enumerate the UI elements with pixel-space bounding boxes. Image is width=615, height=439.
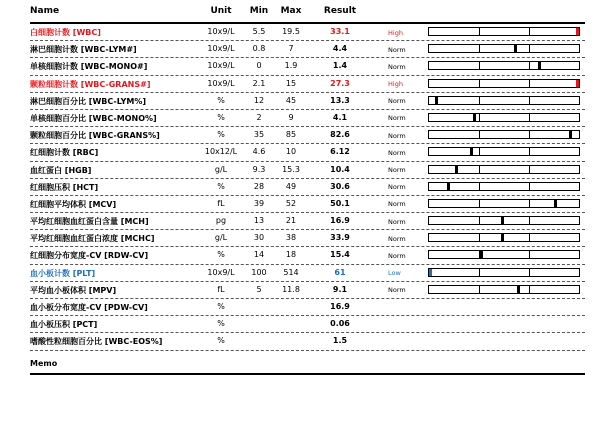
test-result: 33.1 xyxy=(330,27,350,36)
test-min: 5.5 xyxy=(252,27,266,36)
test-unit: g/L xyxy=(214,233,228,243)
test-name: 平均红细胞血红蛋白含量 [MCH] xyxy=(30,217,149,227)
test-name: 淋巴细胞百分比 [WBC-LYM%] xyxy=(30,96,147,106)
test-max: 21 xyxy=(285,216,297,226)
test-max: 7 xyxy=(288,44,294,54)
test-flag: Norm xyxy=(388,97,406,106)
range-bound-tick xyxy=(529,28,530,35)
table-row xyxy=(30,230,585,247)
result-marker xyxy=(447,183,450,190)
table-row xyxy=(30,144,585,161)
range-bound-tick xyxy=(479,131,480,138)
range-bound-tick xyxy=(529,62,530,69)
test-max: 85 xyxy=(285,130,297,140)
result-marker xyxy=(501,234,504,241)
test-flag: Norm xyxy=(388,251,406,260)
test-max: 514 xyxy=(283,267,299,277)
test-result: 16.9 xyxy=(330,216,350,226)
test-name: 平均血小板体积 [MPV] xyxy=(30,285,117,295)
range-bound-tick xyxy=(479,45,480,52)
result-marker xyxy=(473,114,476,121)
test-max: 49 xyxy=(285,181,297,191)
range-bound-tick xyxy=(529,97,530,104)
test-name: 红细胞计数 [RBC] xyxy=(30,148,99,158)
table-header xyxy=(30,0,585,24)
range-bound-tick xyxy=(529,183,530,190)
test-name: 血小板分布宽度-CV [PDW-CV] xyxy=(30,303,148,312)
range-indicator-bar xyxy=(428,27,580,36)
range-indicator-bar xyxy=(428,250,580,259)
test-unit: % xyxy=(217,181,225,191)
test-flag: Norm xyxy=(388,217,406,226)
table-row xyxy=(30,41,585,58)
table-row xyxy=(30,282,585,299)
test-result: 6.12 xyxy=(330,147,350,157)
test-min: 0 xyxy=(256,61,262,71)
test-name: 红细胞分布宽度-CV [RDW-CV] xyxy=(30,251,149,261)
test-min: 12 xyxy=(253,95,265,105)
result-marker xyxy=(429,269,432,276)
test-result: 50.1 xyxy=(330,198,350,208)
test-min: 4.6 xyxy=(252,147,266,157)
range-indicator-bar xyxy=(428,165,580,174)
test-result: 4.4 xyxy=(332,44,348,54)
table-row xyxy=(30,196,585,213)
test-max: 38 xyxy=(285,233,297,243)
test-name: 淋巴细胞计数 [WBC-LYM#] xyxy=(30,45,137,55)
test-unit: % xyxy=(217,250,225,260)
range-indicator-bar xyxy=(428,113,580,122)
test-flag: Norm xyxy=(388,234,406,243)
test-unit: % xyxy=(217,95,225,105)
test-unit: 10x12/L xyxy=(204,147,238,157)
test-max: 18 xyxy=(285,250,297,260)
range-bound-tick xyxy=(479,286,480,293)
range-indicator-bar xyxy=(428,216,580,225)
range-bound-tick xyxy=(529,114,530,121)
test-result: 1.5 xyxy=(332,336,348,346)
test-max: 1.9 xyxy=(284,61,298,71)
test-name: 白细胞计数 [WBC] xyxy=(30,28,101,37)
test-min: 30 xyxy=(253,233,265,243)
range-bound-tick xyxy=(479,80,480,87)
test-max: 9 xyxy=(288,112,294,122)
test-name: 单核细胞百分比 [WBC-MONO%] xyxy=(30,113,157,123)
test-name: 颗粒细胞百分比 [WBC-GRANS%] xyxy=(30,131,160,141)
test-result: 9.1 xyxy=(332,284,348,294)
table-row xyxy=(30,265,585,282)
test-max: 15.3 xyxy=(282,164,300,174)
test-unit: 10x9/L xyxy=(207,267,235,277)
test-unit: 10x9/L xyxy=(207,27,235,36)
result-marker xyxy=(538,62,541,69)
range-bound-tick xyxy=(529,131,530,138)
range-bound-tick xyxy=(479,62,480,69)
test-max: 52 xyxy=(285,198,297,208)
test-unit: 10x9/L xyxy=(207,44,235,54)
range-bound-tick xyxy=(529,234,530,241)
test-min: 35 xyxy=(253,130,265,140)
test-unit: % xyxy=(217,336,225,346)
test-flag: Norm xyxy=(388,183,406,192)
header-min: Min xyxy=(249,6,269,16)
test-flag: Norm xyxy=(388,131,406,140)
test-result: 27.3 xyxy=(330,78,350,88)
test-name: 红细胞平均体积 [MCV] xyxy=(30,199,117,209)
test-result: 82.6 xyxy=(330,130,350,140)
table-row xyxy=(30,247,585,264)
range-bound-tick xyxy=(479,166,480,173)
memo-section xyxy=(30,351,585,375)
range-indicator-bar xyxy=(428,147,580,156)
range-bound-tick xyxy=(529,286,530,293)
range-indicator-bar xyxy=(428,233,580,242)
test-result: 33.9 xyxy=(330,233,350,243)
range-bound-tick xyxy=(479,234,480,241)
test-name: 颗粒细胞计数 [WBC-GRANS#] xyxy=(30,79,151,89)
table-row xyxy=(30,162,585,179)
test-result: 16.9 xyxy=(330,302,350,311)
test-flag: Norm xyxy=(388,114,406,123)
test-min: 13 xyxy=(253,216,265,226)
result-marker xyxy=(480,251,483,258)
table-row xyxy=(30,24,585,41)
range-indicator-bar xyxy=(428,130,580,139)
test-flag: Norm xyxy=(388,286,406,295)
range-indicator-bar xyxy=(428,285,580,294)
range-bound-tick xyxy=(479,269,480,276)
test-min: 100 xyxy=(251,267,267,277)
test-unit: % xyxy=(217,302,225,311)
table-row xyxy=(30,333,585,350)
table-row xyxy=(30,93,585,110)
test-min: 9.3 xyxy=(252,164,266,174)
test-flag: High xyxy=(388,80,403,89)
table-row xyxy=(30,316,585,333)
test-unit: % xyxy=(217,130,225,140)
test-flag: Norm xyxy=(388,45,406,54)
header-name: Name xyxy=(30,6,60,16)
range-bound-tick xyxy=(529,251,530,258)
test-unit: 10x9/L xyxy=(207,61,235,71)
range-bound-tick xyxy=(529,217,530,224)
table-row xyxy=(30,110,585,127)
test-max: 10 xyxy=(285,147,297,157)
range-bound-tick xyxy=(529,80,530,87)
range-bound-tick xyxy=(529,148,530,155)
test-flag: Low xyxy=(388,269,401,278)
result-marker xyxy=(576,28,579,35)
test-unit: fL xyxy=(217,198,225,208)
test-result: 13.3 xyxy=(330,95,350,105)
header-unit: Unit xyxy=(210,6,232,16)
test-min: 2 xyxy=(256,112,262,122)
test-unit: pg xyxy=(215,216,227,226)
test-unit: % xyxy=(217,319,225,329)
test-unit: fL xyxy=(217,284,225,294)
result-marker xyxy=(554,200,557,207)
range-indicator-bar xyxy=(428,268,580,277)
result-marker xyxy=(576,80,579,87)
test-name: 嗜酸性粒细胞百分比 [WBC-EOS%] xyxy=(30,337,163,347)
test-max: 11.8 xyxy=(282,284,300,294)
result-marker xyxy=(470,148,473,155)
test-max: 45 xyxy=(285,95,297,105)
range-indicator-bar xyxy=(428,44,580,53)
test-max: 15 xyxy=(285,78,297,88)
test-unit: g/L xyxy=(214,164,228,174)
range-bound-tick xyxy=(479,114,480,121)
test-min: 2.1 xyxy=(252,78,266,88)
range-bound-tick xyxy=(479,183,480,190)
test-min: 14 xyxy=(253,250,265,260)
result-marker xyxy=(514,45,517,52)
range-bound-tick xyxy=(529,45,530,52)
range-indicator-bar xyxy=(428,182,580,191)
table-row xyxy=(30,299,585,316)
table-row xyxy=(30,127,585,144)
test-result: 0.06 xyxy=(330,319,350,329)
range-bound-tick xyxy=(529,269,530,276)
test-flag: High xyxy=(388,28,403,37)
range-bound-tick xyxy=(479,28,480,35)
test-name: 血小板压积 [PCT] xyxy=(30,320,98,330)
range-bound-tick xyxy=(479,200,480,207)
test-flag: Norm xyxy=(388,200,406,209)
table-body xyxy=(30,24,585,351)
test-result: 4.1 xyxy=(332,112,348,122)
header-max: Max xyxy=(280,6,302,16)
test-flag: Norm xyxy=(388,148,406,157)
lab-report xyxy=(30,0,585,375)
range-bound-tick xyxy=(529,200,530,207)
test-name: 单核细胞计数 [WBC-MONO#] xyxy=(30,62,148,72)
range-indicator-bar xyxy=(428,79,580,88)
table-row xyxy=(30,58,585,75)
range-bound-tick xyxy=(479,217,480,224)
result-marker xyxy=(517,286,520,293)
result-marker xyxy=(501,217,504,224)
range-bound-tick xyxy=(479,148,480,155)
range-bound-tick xyxy=(529,166,530,173)
table-row xyxy=(30,76,585,93)
test-flag: Norm xyxy=(388,62,406,71)
test-unit: 10x9/L xyxy=(207,78,235,88)
test-min: 39 xyxy=(253,198,265,208)
test-name: 红细胞压积 [HCT] xyxy=(30,182,99,192)
header-result: Result xyxy=(323,6,357,16)
range-bound-tick xyxy=(479,97,480,104)
range-indicator-bar xyxy=(428,199,580,208)
test-max: 19.5 xyxy=(282,27,300,36)
test-result: 15.4 xyxy=(330,250,350,260)
range-indicator-bar xyxy=(428,61,580,70)
result-marker xyxy=(455,166,458,173)
test-name: 血小板计数 [PLT] xyxy=(30,268,96,278)
range-indicator-bar xyxy=(428,96,580,105)
test-result: 61 xyxy=(334,267,346,277)
result-marker xyxy=(569,131,572,138)
test-result: 10.4 xyxy=(330,164,350,174)
test-name: 平均红细胞血红蛋白浓度 [MCHC] xyxy=(30,234,155,244)
test-name: 血红蛋白 [HGB] xyxy=(30,165,92,175)
test-min: 28 xyxy=(253,181,265,191)
table-row xyxy=(30,179,585,196)
test-min: 0.8 xyxy=(252,44,266,54)
test-flag: Norm xyxy=(388,166,406,174)
test-min: 5 xyxy=(256,284,262,294)
test-unit: % xyxy=(217,112,225,122)
memo-label: Memo xyxy=(30,358,58,368)
test-result: 1.4 xyxy=(332,61,348,71)
test-result: 30.6 xyxy=(330,181,350,191)
result-marker xyxy=(435,97,438,104)
table-row xyxy=(30,213,585,230)
